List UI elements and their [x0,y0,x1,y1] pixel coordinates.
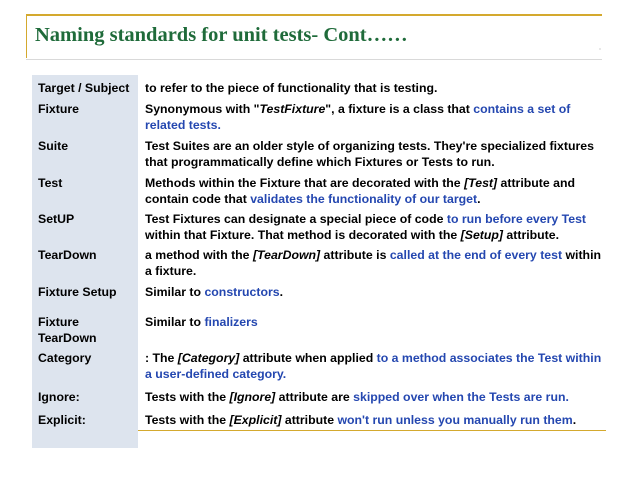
definition-text: . [279,285,284,299]
definition-text: Test Fixtures can designate a special piece of code [145,212,447,226]
term-definition [145,314,607,330]
top-accent-rule [26,14,602,16]
term-label: Fixture Setup [38,285,117,299]
definition-text: . [477,192,481,206]
definition-text: Test Suites are an older style of organizing tests. They're specialized fixtures that programmatically define which Fixtures or Tests to run. [145,139,594,169]
term-definition [145,101,607,133]
definition-text: Synonymous with " [145,102,260,116]
term-label: Fixture TearDown [38,315,97,345]
term-definition [145,247,607,279]
highlighted-text: to a method associates the Test within a user-defined category. [145,351,602,381]
definition-text: . [572,413,577,427]
term-definition [145,389,607,405]
highlighted-text: won't run unless you manually run them [337,413,573,427]
term-definition [145,175,607,207]
italic-text: [Category] [177,351,240,365]
title-divider [26,59,602,60]
italic-text: TestFixture [259,102,326,116]
term-label: Category [38,351,92,365]
definition-text: attribute and contain code that [145,176,575,206]
definition-text: attribute are [275,390,354,404]
highlighted-text: finalizers [204,315,258,329]
term-label: TearDown [38,248,97,262]
definition-text: to refer to the piece of functionality that is testing. [145,81,438,95]
italic-text: [Setup] [460,228,503,242]
definition-text: Methods within the Fixture that are decorated with the [145,176,465,190]
term-label: Test [38,176,63,190]
italic-text: [Test] [464,176,498,190]
term-definition [145,284,607,300]
term-definition [145,211,607,243]
italic-text: [TearDown] [252,248,321,262]
highlighted-text: called at the end of every test [389,248,563,262]
definition-text: within that Fixture. That method is decorated with the [145,228,461,242]
term-definition [145,80,607,96]
highlighted-text: validates the functionality of our target [250,192,478,206]
term-label: SetUP [38,212,75,226]
term-label: Suite [38,139,69,153]
italic-text: [Explicit] [229,413,282,427]
left-accent-rule [26,14,27,58]
definition-text: a method with the [145,248,253,262]
term-label: Fixture [38,102,79,116]
definition-text: within a fixture. [145,248,601,278]
term-definition [145,412,607,428]
term-definition [145,350,607,382]
highlighted-text: skipped over when the Tests are run. [353,390,569,404]
term-label: Explicit: [38,413,86,427]
definition-text: attribute [281,413,338,427]
definition-text: : The [145,351,178,365]
term-label: Target / Subject [38,81,130,95]
slide-title: Naming standards for unit tests- Cont…… [35,24,408,46]
definition-text: Tests with the [145,413,230,427]
italic-text: [Ignore] [229,390,276,404]
highlighted-text: constructors [204,285,280,299]
definition-text: attribute. [503,228,560,242]
definition-text: Similar to [145,285,205,299]
definition-text: Similar to [145,315,205,329]
term-definition [145,138,607,170]
highlighted-text: contains a set of related tests. [145,102,571,132]
definition-text: attribute when applied [239,351,377,365]
definition-text: Tests with the [145,390,230,404]
decorative-dot [599,48,601,50]
bottom-accent-rule [138,430,606,431]
definition-text: attribute is [320,248,390,262]
definition-text: ", a fixture is a class that [325,102,474,116]
highlighted-text: to run before every Test [446,212,587,226]
term-label: Ignore: [38,390,80,404]
